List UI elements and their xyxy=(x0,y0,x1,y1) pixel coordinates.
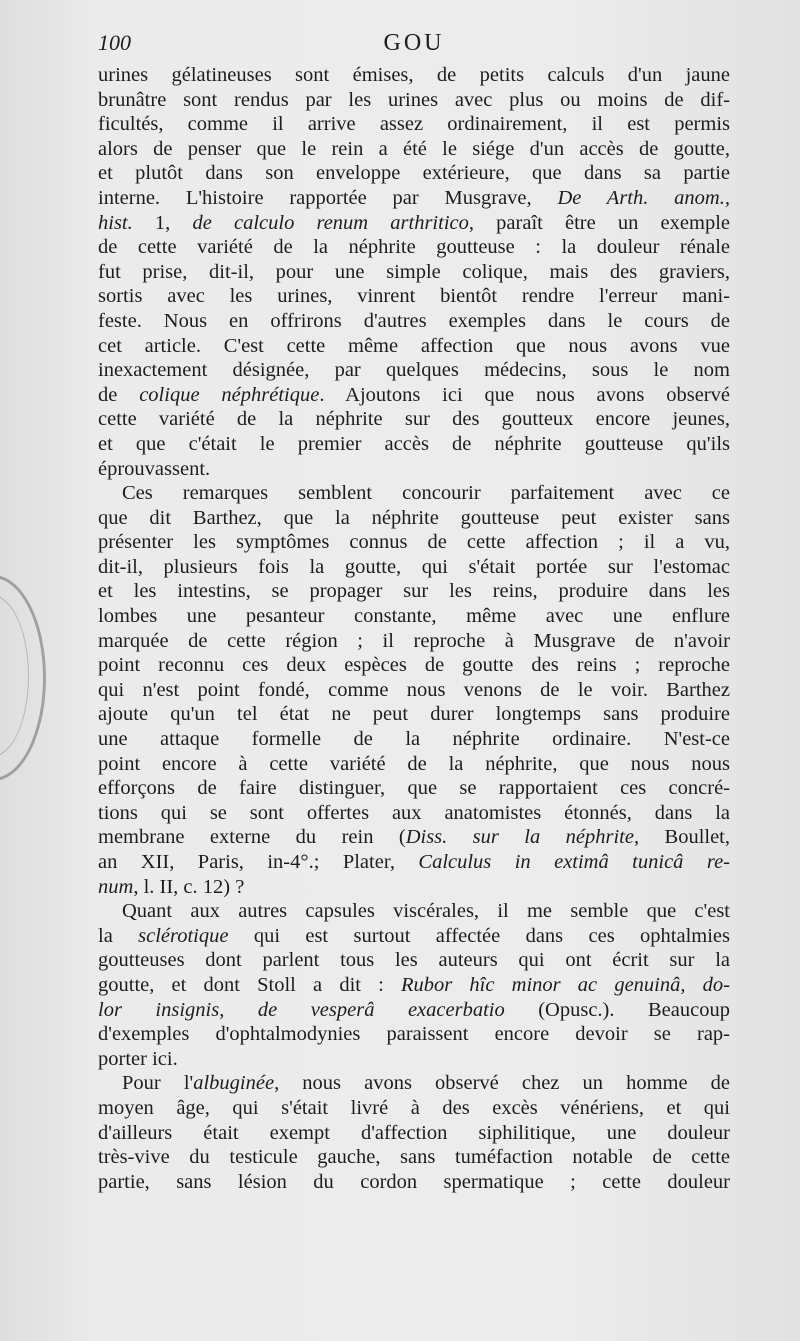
text-line: goutteuses dont parlent tous les auteurs qui ont écrit sur la xyxy=(98,949,730,972)
text-line: hist. 1, de calculo renum arthritico, paraît être un exemple xyxy=(98,211,730,234)
paragraph-start-line: Pour l'albuginée, nous avons observé chez un homme de xyxy=(122,1072,730,1095)
text-line: point reconnu ces deux espèces de goutte des reins ; reproche xyxy=(98,654,730,677)
text-line: marquée de cette région ; il reproche à Musgrave de n'avoir xyxy=(98,629,730,652)
text-line: feste. Nous en offrirons d'autres exemples dans le cours de xyxy=(98,309,730,332)
text-line: très-vive du testicule gauche, sans tuméfaction notable de cette xyxy=(98,1146,730,1169)
text-line: partie, sans lésion du cordon spermatique ; cette douleur xyxy=(98,1170,730,1193)
text-line: ficultés, comme il arrive assez ordinairement, il est permis xyxy=(98,113,730,136)
text-line: présenter les symptômes connus de cette affection ; il a vu, xyxy=(98,531,730,554)
text-line: et que c'était le premier accès de néphrite goutteuse qu'ils xyxy=(98,432,730,455)
text-line: ajoute qu'un tel état ne peut durer longtemps sans produire xyxy=(98,703,730,726)
page-header xyxy=(98,30,730,66)
text-line: interne. L'histoire rapportée par Musgrave, De Arth. anom., xyxy=(98,186,730,209)
text-line: fut prise, dit-il, pour une simple colique, mais des graviers, xyxy=(98,260,730,283)
text-line: lombes une pesanteur constante, même avec une enflure xyxy=(98,605,730,628)
paragraph-start-line: Quant aux autres capsules viscérales, il me semble que c'est xyxy=(122,900,730,923)
text-line: brunâtre sont rendus par les urines avec plus ou moins de dif- xyxy=(98,88,730,111)
paragraph-end-line: num, l. II, c. 12) ? xyxy=(98,875,245,898)
running-head: GOU xyxy=(383,30,445,56)
text-line: inexactement désignée, par quelques médecins, sous le nom xyxy=(98,359,730,382)
text-line: et plutôt dans son enveloppe extérieure, que dans sa partie xyxy=(98,162,730,185)
text-line: dit-il, plusieurs fois la goutte, qui s'était portée sur l'estomac xyxy=(98,555,730,578)
text-line: et les intestins, se propager sur les reins, produire dans les xyxy=(98,580,730,603)
text-line: alors de penser que le rein a été le siége d'un accès de goutte, xyxy=(98,137,730,160)
text-line: lor insignis, de vesperâ exacerbatio (Opusc.). Beaucoup xyxy=(98,998,730,1021)
text-line: une attaque formelle de la néphrite ordinaire. N'est-ce xyxy=(98,728,730,751)
text-line: efforçons de faire distinguer, que se rapportaient ces concré- xyxy=(98,777,730,800)
paragraph-end-line: éprouvassent. xyxy=(98,457,211,480)
text-line: urines gélatineuses sont émises, de petits calculs d'un jaune xyxy=(98,64,730,86)
page-number: 100 xyxy=(98,30,131,55)
text-line: moyen âge, qui s'était livré à des excès vénériens, et qui xyxy=(98,1096,730,1119)
text-line: membrane externe du rein (Diss. sur la néphrite, Boullet, xyxy=(98,826,730,849)
text-line: an XII, Paris, in-4°.; Plater, Calculus in extimâ tunicâ re- xyxy=(98,851,730,873)
text-line: de colique néphrétique. Ajoutons ici que nous avons observé xyxy=(98,383,730,406)
paragraph-end-line: porter ici. xyxy=(98,1047,178,1070)
text-line: sortis avec les urines, vinrent bientôt rendre l'erreur mani- xyxy=(98,285,730,308)
text-line: cet article. C'est cette même affection que nous avons vue xyxy=(98,334,730,357)
text-line: tions qui se sont offertes aux anatomistes étonnés, dans la xyxy=(98,801,730,824)
text-line: d'exemples d'ophtalmodynies paraissent encore devoir se rap- xyxy=(98,1023,730,1046)
text-line: cette variété de la néphrite sur des goutteux encore jeunes, xyxy=(98,408,730,431)
text-line: la sclérotique qui est surtout affectée dans ces ophtalmies xyxy=(98,924,730,947)
body-text xyxy=(98,63,730,1194)
text-line: goutte, et dont Stoll a dit : Rubor hîc minor ac genuinâ, do- xyxy=(98,973,730,996)
text-line: d'ailleurs était exempt d'affection siphilitique, une douleur xyxy=(98,1121,730,1144)
text-line: que dit Barthez, que la néphrite goutteuse peut exister sans xyxy=(98,506,730,529)
text-line: point encore à cette variété de la néphrite, que nous nous xyxy=(98,752,730,775)
paragraph-start-line: Ces remarques semblent concourir parfaitement avec ce xyxy=(122,482,730,505)
text-line: de cette variété de la néphrite goutteuse : la douleur rénale xyxy=(98,236,730,259)
text-line: qui n'est point fondé, comme nous venons de le voir. Barthez xyxy=(98,678,730,701)
